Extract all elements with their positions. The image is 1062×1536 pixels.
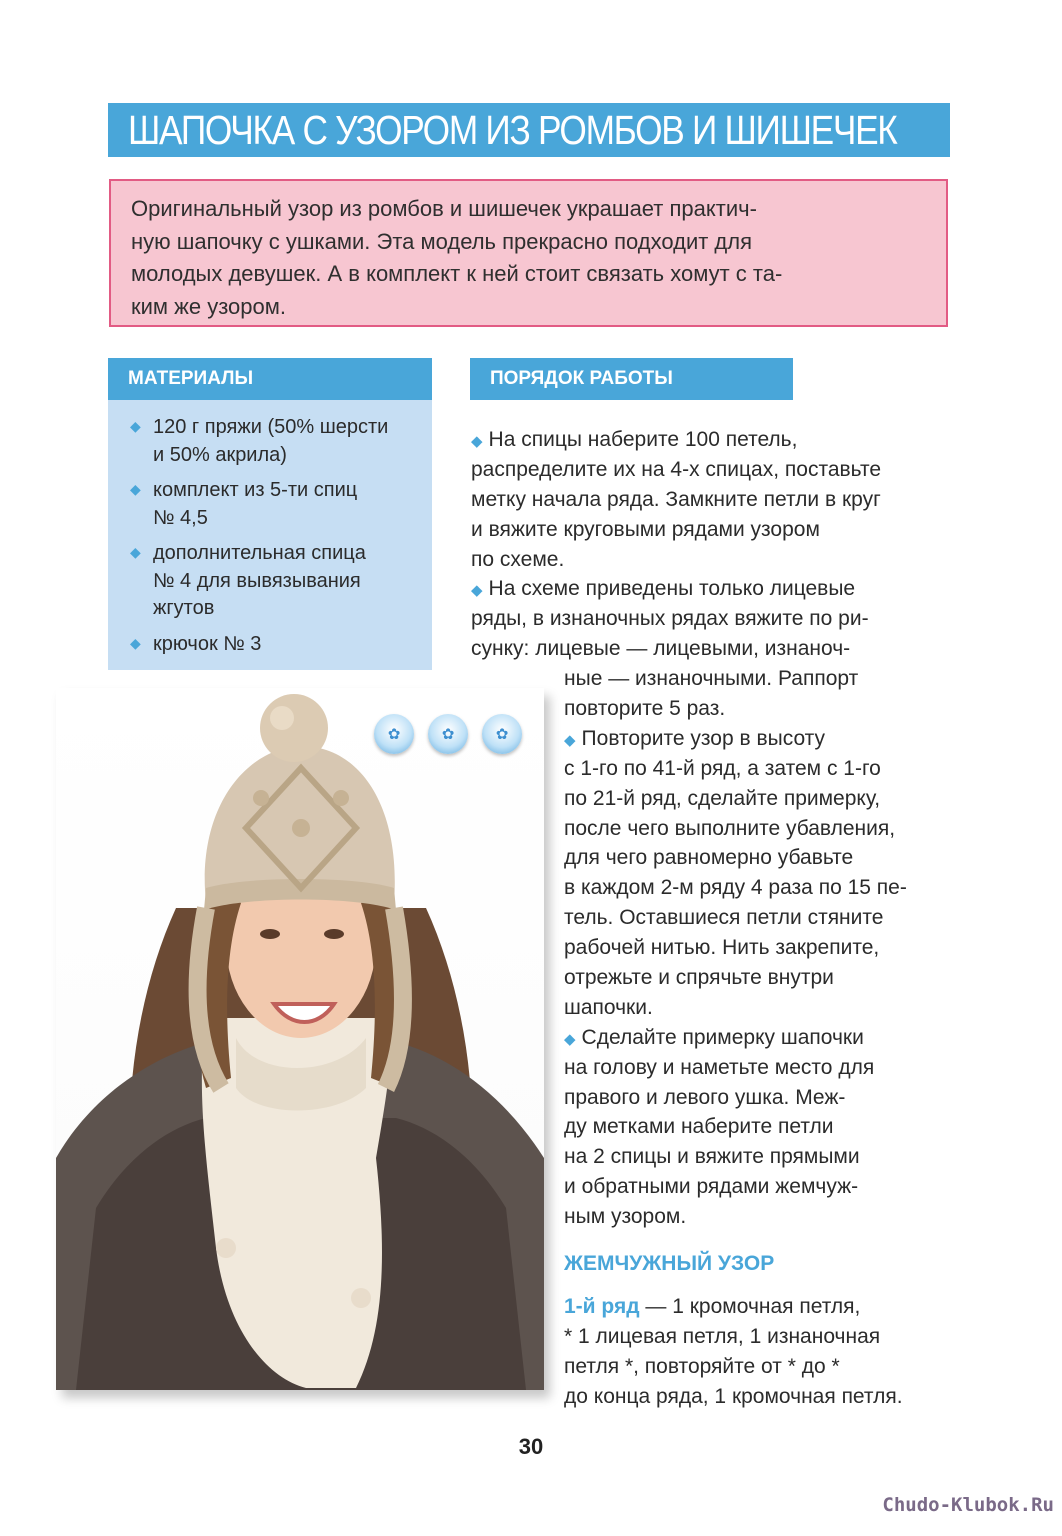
materials-line: крючок № 3 bbox=[153, 632, 262, 655]
flower-icon: ✿ bbox=[482, 714, 522, 754]
diamond-bullet-icon: ◆ bbox=[564, 1030, 576, 1048]
work-line: ◆ На схеме приведены только лицевые bbox=[471, 577, 856, 601]
work-line: и вяжите круговыми рядами узором bbox=[471, 517, 820, 541]
intro-line: Оригинальный узор из ромбов и шишечек украшает практич- bbox=[131, 196, 757, 221]
work-line: ные — изнаночными. Раппорт bbox=[564, 667, 859, 691]
diamond-bullet-icon: ◆ bbox=[130, 544, 141, 560]
materials-line: № 4,5 bbox=[153, 506, 208, 529]
pearl-line: до конца ряда, 1 кромочная петля. bbox=[564, 1384, 903, 1408]
diamond-bullet-icon: ◆ bbox=[564, 731, 576, 749]
diamond-bullet-icon: ◆ bbox=[130, 418, 141, 434]
intro-line: ким же узором. bbox=[131, 293, 286, 319]
work-line: для чего равномерно убавьте bbox=[564, 846, 854, 870]
pearl-pattern-text bbox=[564, 1292, 903, 1412]
flower-icon: ✿ bbox=[428, 714, 468, 754]
intro-line: ную шапочку с ушками. Эта модель прекрасно подходит для bbox=[131, 228, 753, 254]
materials-line: 120 г пряжи (50% шерсти bbox=[153, 416, 389, 438]
work-line: с 1-го по 41-й ряд, а затем с 1-го bbox=[564, 756, 881, 780]
work-line: ◆ На спицы наберите 100 петель, bbox=[471, 428, 798, 451]
diamond-bullet-icon: ◆ bbox=[471, 582, 483, 600]
work-line: на голову и наметьте место для bbox=[564, 1055, 875, 1079]
work-line: на 2 спицы и вяжите прямыми bbox=[564, 1145, 860, 1169]
page-title: ШАПОЧКА С УЗОРОМ ИЗ РОМБОВ И ШИШЕЧЕК bbox=[128, 106, 897, 153]
work-line: и обратными рядами жемчуж- bbox=[564, 1175, 859, 1199]
work-line: ным узором. bbox=[564, 1205, 687, 1229]
diamond-bullet-icon: ◆ bbox=[471, 433, 483, 450]
intro-line: молодых девушек. А в комплект к ней стоит связать хомут с та- bbox=[131, 261, 783, 286]
work-line: повторите 5 раз. bbox=[564, 697, 726, 721]
title-bar bbox=[108, 103, 950, 157]
materials-line: и 50% акрила) bbox=[153, 443, 287, 466]
materials-line: жгутов bbox=[153, 597, 215, 619]
diamond-bullet-icon: ◆ bbox=[130, 634, 141, 651]
work-line: метку начала ряда. Замкните петли в круг bbox=[471, 487, 881, 511]
work-line: тель. Оставшиеся петли стяните bbox=[564, 906, 884, 930]
pearl-line: * 1 лицевая петля, 1 изнаночная bbox=[564, 1324, 881, 1348]
work-line: по схеме. bbox=[471, 547, 565, 571]
model-photo bbox=[56, 688, 544, 1390]
work-line: ду метками наберите петли bbox=[564, 1115, 834, 1139]
materials-item bbox=[130, 477, 422, 532]
watermark: Chudo-Klubok.Ru bbox=[882, 1494, 1054, 1516]
materials-line: комплект из 5-ти спиц bbox=[153, 479, 358, 501]
pearl-pattern-heading: ЖЕМЧУЖНЫЙ УЗОР bbox=[564, 1252, 775, 1275]
work-line: распределите их на 4-х спицах, поставьте bbox=[471, 457, 882, 481]
materials-line: дополнительная спица bbox=[153, 542, 366, 564]
work-line: после чего выполните убавления, bbox=[564, 816, 896, 840]
work-line: ряды, в изнаночных рядах вяжите по ри- bbox=[471, 607, 869, 631]
intro-box bbox=[109, 179, 948, 327]
materials-item bbox=[130, 414, 422, 469]
pearl-line: 1-й ряд — 1 кромочная петля, bbox=[564, 1295, 861, 1318]
page-number: 30 bbox=[518, 1434, 544, 1459]
work-line: в каждом 2-м ряду 4 раза по 15 пе- bbox=[564, 876, 907, 900]
row-label: 1-й ряд bbox=[564, 1295, 640, 1318]
work-heading: ПОРЯДОК РАБОТЫ bbox=[470, 358, 793, 400]
difficulty-indicator bbox=[374, 714, 522, 754]
materials-item bbox=[130, 631, 422, 659]
work-line: ◆ Повторите узор в высоту bbox=[564, 726, 826, 750]
pearl-line: петля *, повторяйте от * до * bbox=[564, 1354, 840, 1378]
diamond-bullet-icon: ◆ bbox=[130, 481, 141, 497]
flower-icon: ✿ bbox=[374, 714, 414, 754]
work-line: по 21-й ряд, сделайте примерку, bbox=[564, 786, 881, 810]
work-line: отрежьте и спрячьте внутри bbox=[564, 966, 834, 990]
materials-list bbox=[108, 400, 432, 670]
materials-item bbox=[130, 540, 422, 623]
materials-heading: МАТЕРИАЛЫ bbox=[108, 358, 432, 400]
work-line: ◆ Сделайте примерку шапочки bbox=[564, 1025, 864, 1049]
work-line: шапочки. bbox=[564, 995, 653, 1019]
materials-line: № 4 для вывязывания bbox=[153, 569, 361, 592]
work-line: рабочей нитью. Нить закрепите, bbox=[564, 936, 880, 960]
work-line: сунку: лицевые — лицевыми, изнаноч- bbox=[471, 637, 851, 661]
work-line: правого и левого ушка. Меж- bbox=[564, 1085, 846, 1109]
